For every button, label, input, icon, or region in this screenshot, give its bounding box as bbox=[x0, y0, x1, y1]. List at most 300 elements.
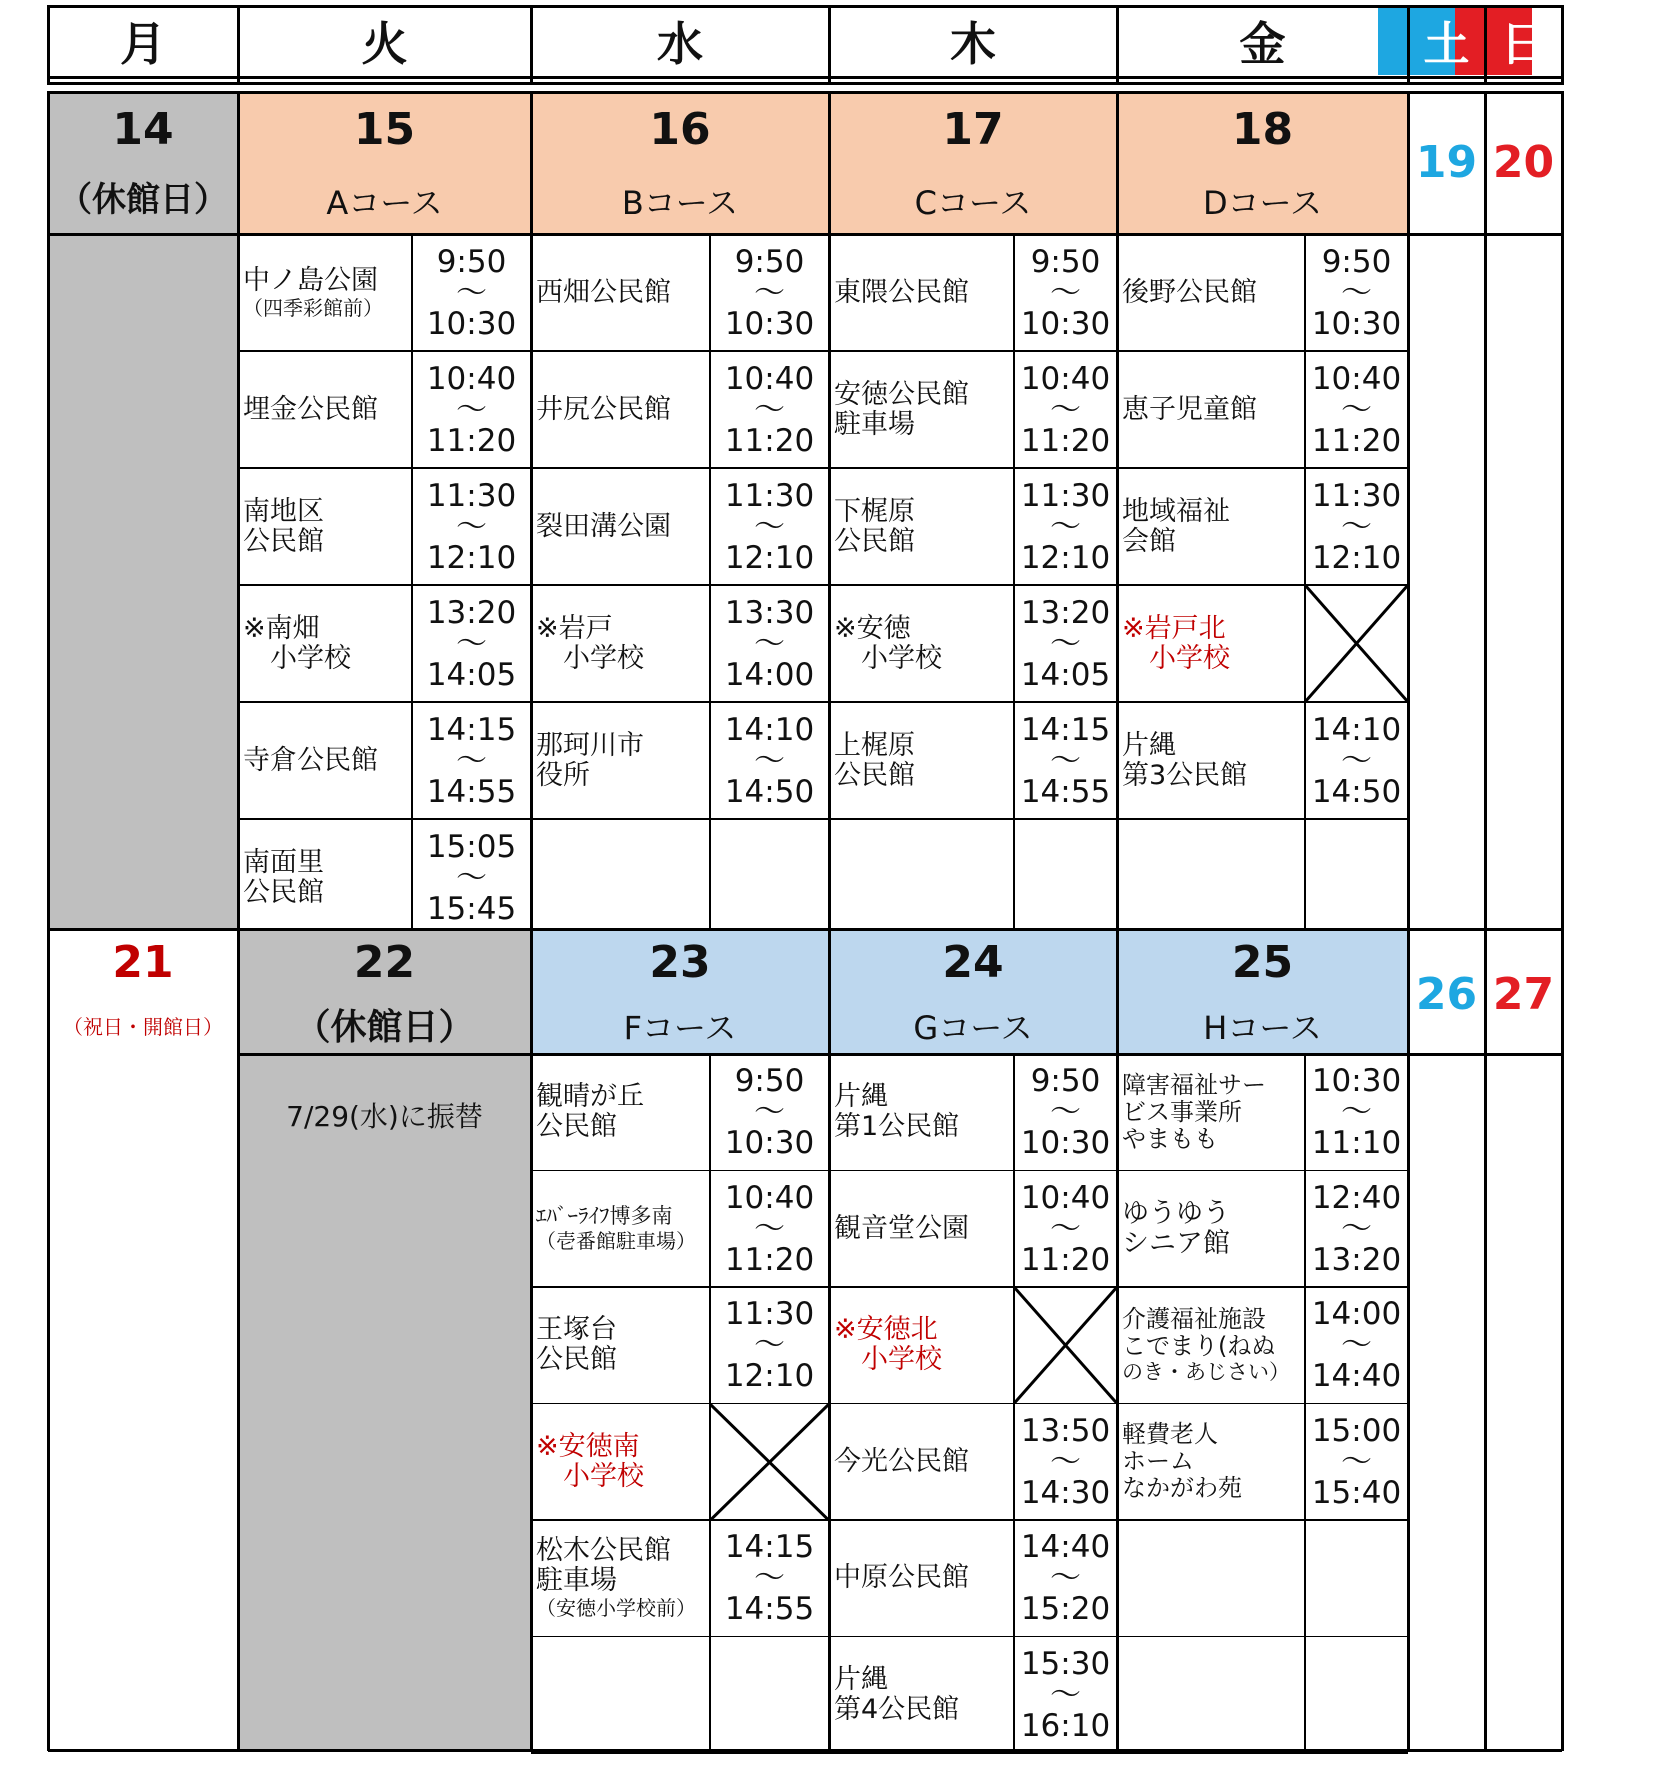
stop-name-cell bbox=[1117, 702, 1305, 819]
grid-hline bbox=[238, 1053, 1562, 1056]
start-time: 13:20 bbox=[426, 594, 517, 631]
stop-name-line: 東隈公民館 bbox=[834, 276, 969, 308]
grid-hline bbox=[48, 82, 1562, 85]
stop-name-line2: 公民館 bbox=[243, 525, 324, 557]
stop-name-line2: 小学校 bbox=[834, 642, 942, 674]
date-cell-20 bbox=[1485, 92, 1562, 234]
stop-name-line2: 公民館 bbox=[536, 1344, 617, 1376]
grid-hline bbox=[48, 928, 1562, 931]
stop-name-line2: 小学校 bbox=[834, 1344, 942, 1376]
no-stop-cross-icon bbox=[1305, 585, 1408, 702]
stop-name bbox=[834, 1637, 1012, 1754]
start-time: 11:30 bbox=[426, 477, 517, 514]
date-22: 22 bbox=[353, 937, 416, 988]
grid-vline bbox=[1484, 5, 1487, 85]
stop-time-cell bbox=[710, 351, 829, 468]
stop-name-line: 那珂川市 bbox=[536, 729, 644, 761]
end-time: 12:10 bbox=[426, 539, 517, 576]
stop-time bbox=[1014, 1404, 1117, 1521]
stop-time bbox=[710, 585, 829, 702]
stop-name bbox=[536, 1520, 708, 1637]
stop-name-line: ※南畑 bbox=[243, 612, 320, 644]
stop-time bbox=[412, 234, 531, 351]
grid-vline bbox=[1013, 1054, 1015, 1750]
stop-name-line2: 第3公民館 bbox=[1122, 759, 1248, 791]
stop-time-cell bbox=[1305, 351, 1408, 468]
stop-time-cell bbox=[412, 468, 531, 585]
stop-name-line: 後野公民館 bbox=[1122, 276, 1257, 308]
time-separator: ～ bbox=[1050, 1676, 1081, 1713]
time-separator: ～ bbox=[754, 625, 785, 662]
stop-time bbox=[1305, 702, 1408, 819]
stop-name-line: 松木公民館 bbox=[536, 1535, 671, 1567]
grid-hline bbox=[238, 467, 1408, 469]
end-time: 16:10 bbox=[1020, 1707, 1111, 1744]
start-time: 14:00 bbox=[1311, 1296, 1402, 1333]
stop-name-cell bbox=[238, 702, 412, 819]
stop-time-cell bbox=[710, 1054, 829, 1171]
stop-time bbox=[1014, 1171, 1117, 1288]
stop-time bbox=[710, 1520, 829, 1637]
date-cell-24 bbox=[829, 929, 1117, 1054]
time-separator: ～ bbox=[1050, 625, 1081, 662]
stop-time-cell bbox=[710, 1287, 829, 1404]
time-separator: ～ bbox=[1050, 391, 1081, 428]
time-separator: ～ bbox=[1341, 391, 1372, 428]
stop-name-cell bbox=[1117, 468, 1305, 585]
stop-time-cell bbox=[1014, 1404, 1117, 1521]
date-26: 26 bbox=[1415, 969, 1478, 1020]
time-separator: ～ bbox=[1050, 742, 1081, 779]
start-time: 9:50 bbox=[734, 243, 805, 280]
grid-vline bbox=[1484, 91, 1487, 1751]
grid-vline bbox=[1013, 234, 1015, 929]
course-label-c: Cコース bbox=[914, 184, 1032, 222]
time-separator: ～ bbox=[456, 742, 487, 779]
start-time: 9:50 bbox=[436, 243, 507, 280]
end-time: 10:30 bbox=[724, 305, 815, 342]
stop-time bbox=[1305, 1054, 1408, 1171]
stop-name bbox=[1122, 234, 1303, 351]
no-stop-cross-icon bbox=[710, 1404, 829, 1521]
stop-name-line2: シニア館 bbox=[1122, 1227, 1230, 1259]
stop-name-line2: 公民館 bbox=[536, 1111, 617, 1143]
no-stop-cross-icon bbox=[1014, 1287, 1117, 1404]
end-time: 11:20 bbox=[1311, 422, 1402, 459]
date-cell-17 bbox=[829, 92, 1117, 234]
stop-name-cell bbox=[1117, 1287, 1305, 1404]
time-separator: ～ bbox=[754, 274, 785, 311]
grid-hline bbox=[238, 701, 1408, 703]
date-cell-23 bbox=[531, 929, 829, 1054]
stop-name-line: 王塚台 bbox=[536, 1314, 617, 1346]
end-time: 14:05 bbox=[1020, 656, 1111, 693]
date-27: 27 bbox=[1492, 969, 1555, 1020]
stop-name-line: ｴﾊﾞｰﾗｲﾌ博多南 bbox=[536, 1204, 673, 1229]
stop-time bbox=[1014, 351, 1117, 468]
stop-name-line: 恵子児童館 bbox=[1122, 393, 1257, 425]
stop-time bbox=[1014, 1637, 1117, 1754]
stop-name-cell bbox=[1117, 585, 1305, 702]
stop-name-line: 下梶原 bbox=[834, 495, 915, 527]
date-20: 20 bbox=[1492, 137, 1555, 188]
stop-name-line: 安徳公民館 bbox=[834, 378, 969, 410]
stop-name bbox=[1122, 585, 1303, 702]
stop-name-line: 南地区 bbox=[243, 495, 324, 527]
stop-time bbox=[1014, 702, 1117, 819]
stop-name bbox=[536, 468, 708, 585]
stop-time-cell bbox=[1014, 234, 1117, 351]
end-time: 14:55 bbox=[1020, 773, 1111, 810]
stop-name-line2: 公民館 bbox=[834, 525, 915, 557]
end-time: 15:45 bbox=[426, 890, 517, 927]
holiday-open-note: （祝日・開館日） bbox=[63, 1015, 223, 1039]
stop-time bbox=[1014, 234, 1117, 351]
stop-time bbox=[1305, 351, 1408, 468]
stop-name-line: ゆうゆう bbox=[1122, 1197, 1230, 1229]
date-cell-14 bbox=[48, 92, 238, 234]
stop-name-line2: 小学校 bbox=[243, 642, 351, 674]
grid-hline bbox=[531, 1752, 1408, 1754]
stop-name bbox=[243, 819, 410, 936]
stop-time-cell bbox=[1014, 351, 1117, 468]
time-separator: ～ bbox=[1341, 1210, 1372, 1247]
stop-name-cell bbox=[829, 351, 1014, 468]
start-time: 9:50 bbox=[1030, 1063, 1101, 1100]
date-cell-25 bbox=[1117, 929, 1408, 1054]
stop-time-cell bbox=[1014, 468, 1117, 585]
stop-time-cell bbox=[710, 585, 829, 702]
start-time: 10:30 bbox=[1311, 1063, 1402, 1100]
stop-name bbox=[834, 1287, 1012, 1404]
stop-name bbox=[834, 585, 1012, 702]
stop-name-line2: 公民館 bbox=[243, 876, 324, 908]
stop-time-cell bbox=[1305, 1054, 1408, 1171]
date-19: 19 bbox=[1415, 137, 1478, 188]
closed-note: （休館日） bbox=[58, 180, 228, 220]
start-time: 14:15 bbox=[426, 711, 517, 748]
end-time: 14:50 bbox=[724, 773, 815, 810]
time-separator: ～ bbox=[1050, 274, 1081, 311]
stop-name-line: 井尻公民館 bbox=[536, 393, 671, 425]
time-separator: ～ bbox=[1050, 508, 1081, 545]
end-time: 14:55 bbox=[724, 1591, 815, 1628]
grid-vline bbox=[828, 5, 831, 85]
stop-name bbox=[1122, 1404, 1303, 1521]
time-separator: ～ bbox=[456, 625, 487, 662]
start-time: 14:15 bbox=[724, 1529, 815, 1566]
stop-name bbox=[834, 1171, 1012, 1288]
grid-vline bbox=[709, 234, 711, 929]
stop-name bbox=[536, 1287, 708, 1404]
course-label-b: Bコース bbox=[621, 184, 739, 222]
stop-name-line3: のき・あじさい） bbox=[1122, 1359, 1290, 1384]
stop-name bbox=[1122, 1287, 1303, 1404]
stop-name-line: 中ノ島公園 bbox=[243, 264, 378, 296]
stop-name-line: 片縄 bbox=[834, 1663, 888, 1695]
stop-name-line: 裂田溝公園 bbox=[536, 510, 671, 542]
end-time: 14:50 bbox=[1311, 773, 1402, 810]
end-time: 15:40 bbox=[1311, 1474, 1402, 1511]
course-label-h: Hコース bbox=[1203, 1009, 1322, 1047]
stop-time-cell bbox=[412, 585, 531, 702]
stop-name-line2: 第1公民館 bbox=[834, 1111, 960, 1143]
stop-time-cell bbox=[1014, 1054, 1117, 1171]
date-23: 23 bbox=[649, 937, 711, 988]
time-separator: ～ bbox=[456, 508, 487, 545]
stop-name-line2: 小学校 bbox=[536, 642, 644, 674]
stop-name-line: ※岩戸 bbox=[536, 612, 613, 644]
end-time: 14:05 bbox=[426, 656, 517, 693]
grid-vline bbox=[411, 234, 413, 929]
start-time: 13:50 bbox=[1020, 1412, 1111, 1449]
date-17: 17 bbox=[942, 104, 1004, 155]
stop-time-cell bbox=[710, 702, 829, 819]
stop-name-cell bbox=[829, 1054, 1014, 1171]
stop-name bbox=[1122, 1171, 1303, 1288]
stop-time bbox=[1014, 1520, 1117, 1637]
time-separator: ～ bbox=[754, 1560, 785, 1597]
end-time: 11:10 bbox=[1311, 1125, 1402, 1162]
time-separator: ～ bbox=[754, 391, 785, 428]
stop-name-line: 片縄 bbox=[1122, 729, 1176, 761]
end-time: 10:30 bbox=[1020, 305, 1111, 342]
stop-time-cell bbox=[1014, 585, 1117, 702]
end-time: 10:30 bbox=[426, 305, 517, 342]
time-separator: ～ bbox=[1341, 1443, 1372, 1480]
stop-name bbox=[243, 468, 410, 585]
stop-name bbox=[243, 585, 410, 702]
stop-name-cell bbox=[1117, 1404, 1305, 1521]
end-time: 14:40 bbox=[1311, 1358, 1402, 1395]
stop-name-line2: 小学校 bbox=[1122, 642, 1230, 674]
end-time: 13:20 bbox=[1311, 1241, 1402, 1278]
stop-time-cell bbox=[710, 1520, 829, 1637]
weekday-wed: 水 bbox=[657, 16, 703, 71]
stop-name-line3: やまもも bbox=[1122, 1124, 1218, 1153]
stop-name-line: 上梶原 bbox=[834, 729, 915, 761]
end-time: 11:20 bbox=[1020, 422, 1111, 459]
end-time: 11:20 bbox=[724, 422, 815, 459]
stop-time bbox=[1014, 585, 1117, 702]
stop-time bbox=[710, 702, 829, 819]
date-cell-26 bbox=[1408, 929, 1485, 1054]
grid-hline bbox=[238, 584, 1408, 586]
grid-vline bbox=[1304, 1054, 1306, 1750]
stop-name-cell bbox=[531, 702, 710, 819]
start-time: 11:30 bbox=[1020, 477, 1111, 514]
stop-name-line: 片縄 bbox=[834, 1081, 888, 1113]
grid-hline bbox=[531, 1170, 1408, 1172]
stop-name-cell bbox=[829, 585, 1014, 702]
start-time: 13:30 bbox=[724, 594, 815, 631]
stop-name-line: 中原公民館 bbox=[834, 1562, 969, 1594]
stop-name-sub: （安徳小学校前） bbox=[536, 1596, 696, 1621]
stop-name-line2: 小学校 bbox=[536, 1460, 644, 1492]
stop-time-cell bbox=[1305, 702, 1408, 819]
start-time: 9:50 bbox=[1321, 243, 1392, 280]
end-time: 12:10 bbox=[724, 539, 815, 576]
stop-time-cell bbox=[412, 234, 531, 351]
date-cell-16 bbox=[531, 92, 829, 234]
date-cell-15 bbox=[238, 92, 531, 234]
start-time: 14:15 bbox=[1020, 711, 1111, 748]
stop-name bbox=[536, 234, 708, 351]
stop-name bbox=[834, 234, 1012, 351]
stop-name-line: ※安徳北 bbox=[834, 1314, 938, 1346]
stop-time bbox=[1014, 1054, 1117, 1171]
stop-time-cell bbox=[1014, 1637, 1117, 1754]
date-cell-18 bbox=[1117, 92, 1408, 234]
time-separator: ～ bbox=[456, 391, 487, 428]
stop-name-cell bbox=[238, 585, 412, 702]
stop-time-cell bbox=[1305, 1171, 1408, 1288]
stop-name bbox=[1122, 1054, 1303, 1171]
end-time: 12:10 bbox=[724, 1358, 815, 1395]
course-label-a: Aコース bbox=[326, 184, 443, 222]
stop-name-cell bbox=[1117, 234, 1305, 351]
stop-name bbox=[834, 468, 1012, 585]
start-time: 9:50 bbox=[734, 1063, 805, 1100]
stop-time bbox=[1305, 234, 1408, 351]
stop-name-line2: 会館 bbox=[1122, 525, 1176, 557]
date-15: 15 bbox=[353, 104, 416, 155]
start-time: 11:30 bbox=[1311, 477, 1402, 514]
weekday-thu: 木 bbox=[950, 16, 996, 71]
stop-name bbox=[536, 1171, 708, 1288]
stop-time bbox=[1014, 468, 1117, 585]
end-time: 12:10 bbox=[1311, 539, 1402, 576]
time-separator: ～ bbox=[1341, 508, 1372, 545]
stop-name-cell bbox=[531, 234, 710, 351]
stop-time bbox=[412, 585, 531, 702]
time-separator: ～ bbox=[754, 508, 785, 545]
start-time: 11:30 bbox=[724, 1296, 815, 1333]
grid-hline bbox=[531, 1636, 1408, 1638]
stop-name-cell bbox=[829, 234, 1014, 351]
grid-vline bbox=[530, 91, 533, 1751]
start-time: 14:40 bbox=[1020, 1529, 1111, 1566]
grid-vline bbox=[237, 5, 240, 85]
stop-time-cell bbox=[1305, 1287, 1408, 1404]
stop-time bbox=[710, 234, 829, 351]
grid-hline bbox=[48, 76, 1562, 79]
stop-name-cell bbox=[531, 1520, 710, 1637]
stop-time bbox=[412, 468, 531, 585]
stop-name bbox=[1122, 702, 1303, 819]
stop-name bbox=[834, 1054, 1012, 1171]
stop-time bbox=[710, 1171, 829, 1288]
start-time: 11:30 bbox=[724, 477, 815, 514]
stop-name-cell bbox=[829, 702, 1014, 819]
end-time: 11:20 bbox=[1020, 1241, 1111, 1278]
grid-hline bbox=[48, 233, 1562, 236]
grid-hline bbox=[48, 5, 1562, 8]
stop-name-line: ※安徳 bbox=[834, 612, 911, 644]
stop-name bbox=[536, 1404, 708, 1521]
grid-hline bbox=[48, 91, 1562, 94]
stop-time-cell bbox=[710, 468, 829, 585]
date-cell-21 bbox=[48, 929, 238, 1054]
grid-hline bbox=[238, 350, 1408, 352]
stop-time-cell bbox=[412, 819, 531, 936]
stop-name-line: 西畑公民館 bbox=[536, 276, 671, 308]
stop-name-cell bbox=[238, 234, 412, 351]
grid-hline bbox=[531, 1519, 1408, 1521]
stop-name bbox=[536, 585, 708, 702]
stop-name-cell bbox=[829, 1404, 1014, 1521]
stop-name-cell bbox=[829, 1287, 1014, 1404]
time-separator: ～ bbox=[1341, 742, 1372, 779]
start-time: 10:40 bbox=[724, 1179, 815, 1216]
stop-time bbox=[710, 1287, 829, 1404]
stop-name-cell bbox=[829, 1637, 1014, 1754]
stop-time bbox=[710, 1054, 829, 1171]
stop-time bbox=[1305, 1287, 1408, 1404]
stop-name-line2: ビス事業所 bbox=[1122, 1097, 1242, 1126]
stop-name bbox=[834, 702, 1012, 819]
stop-time-cell bbox=[1305, 1404, 1408, 1521]
stop-name-sub: （壱番館駐車場） bbox=[536, 1229, 696, 1254]
time-separator: ～ bbox=[1050, 1560, 1081, 1597]
stop-name-cell bbox=[1117, 1171, 1305, 1288]
stop-name bbox=[243, 351, 410, 468]
course-label-d: Dコース bbox=[1202, 184, 1323, 222]
stop-time-cell bbox=[1014, 1520, 1117, 1637]
stop-time bbox=[710, 351, 829, 468]
start-time: 13:20 bbox=[1020, 594, 1111, 631]
weekday-mon: 月 bbox=[120, 16, 166, 71]
stop-name bbox=[1122, 468, 1303, 585]
grid-hline bbox=[531, 1286, 1408, 1288]
stop-time bbox=[1305, 468, 1408, 585]
stop-time-cell bbox=[1305, 234, 1408, 351]
stop-time-cell bbox=[412, 351, 531, 468]
start-time: 10:40 bbox=[724, 360, 815, 397]
stop-time-cell bbox=[412, 702, 531, 819]
stop-name bbox=[834, 1520, 1012, 1637]
grid-vline bbox=[1407, 91, 1410, 1751]
grid-vline bbox=[47, 5, 50, 85]
grid-hline bbox=[238, 818, 1408, 820]
date-14: 14 bbox=[112, 104, 174, 155]
stop-name-line: 南面里 bbox=[243, 846, 324, 878]
time-separator: ～ bbox=[1341, 1327, 1372, 1364]
stop-time bbox=[1305, 1171, 1408, 1288]
stop-name-line: 埋金公民館 bbox=[243, 393, 378, 425]
date-18: 18 bbox=[1231, 104, 1294, 155]
stop-name-line: 軽費老人 bbox=[1122, 1420, 1218, 1449]
start-time: 14:10 bbox=[724, 711, 815, 748]
time-separator: ～ bbox=[1341, 1094, 1372, 1131]
date-25: 25 bbox=[1231, 937, 1294, 988]
stop-name bbox=[1122, 351, 1303, 468]
stop-name-cell bbox=[238, 351, 412, 468]
stop-name-cell bbox=[531, 351, 710, 468]
start-time: 10:40 bbox=[1020, 1179, 1111, 1216]
end-time: 10:30 bbox=[724, 1125, 815, 1162]
stop-time bbox=[412, 819, 531, 936]
end-time: 11:20 bbox=[724, 1241, 815, 1278]
stop-name-line: ※岩戸北 bbox=[1122, 612, 1226, 644]
stop-name bbox=[243, 234, 410, 351]
stop-name-cell bbox=[1117, 1054, 1305, 1171]
stop-time-cell bbox=[710, 1171, 829, 1288]
moved-note: 7/29(水)に振替 bbox=[286, 1100, 483, 1133]
end-time: 12:10 bbox=[1020, 539, 1111, 576]
stop-time bbox=[1305, 1404, 1408, 1521]
time-separator: ～ bbox=[1050, 1094, 1081, 1131]
